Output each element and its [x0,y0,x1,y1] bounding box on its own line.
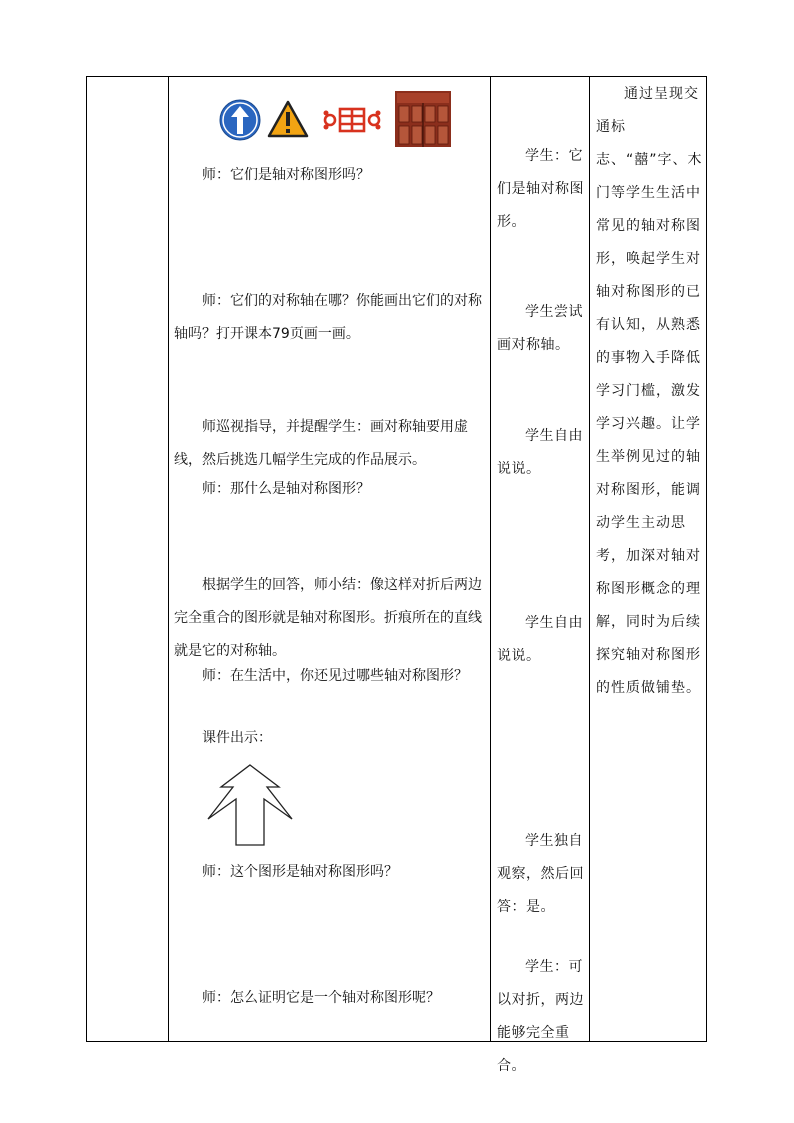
student-activity-cell [491,77,589,1074]
teacher-activity-cell [169,77,490,1041]
teacher-question-3: 师：那什么是轴对称图形？ [202,481,370,497]
student-answer-3: 学生自由说说。 [497,428,583,477]
teacher-guidance: 师巡视指导，并提醒学生：画对称轴要用虚线，然后挑选几幅学生完成的作品展示。 [174,419,468,468]
traffic-signs-and-symbols [219,89,459,149]
courseware-label: 课件出示： [202,730,272,746]
student-answer-4: 学生自由说说。 [497,615,583,664]
teacher-question-2: 师：它们的对称轴在哪？你能画出它们的对称轴吗？打开课本79页画一画。 [174,293,482,342]
tree-arrow-figure [204,763,296,847]
teacher-question-4: 师：在生活中，你还见过哪些轴对称图形？ [202,668,468,684]
blank-column-cell [87,77,168,1041]
up-arrow-sign-icon [219,99,261,141]
design-intent-cell [590,77,707,1041]
teacher-question-5: 师：这个图形是轴对称图形吗？ [202,864,398,880]
warning-sign-icon [267,100,309,138]
student-answer-6: 学生：可以对折，两边能够完全重合。 [497,959,584,1074]
teacher-question-1: 师：它们是轴对称图形吗？ [202,167,370,183]
student-answer-2: 学生尝试画对称轴。 [497,304,583,353]
lesson-table [86,76,707,1074]
design-intent-text: 通过呈现交通标志、“囍”字、木门等学生生活中常见的轴对称图形，唤起学生对轴对称图形的已有认知，从熟悉的事物入手降低学习门槛，激发学习兴趣。让学生举例见过的轴对称图形，能调动学生主动思考，加深对轴对称图形概念的理解，同时为后续探究轴对称图形的性质做铺垫。 [596,86,703,696]
teacher-summary: 根据学生的回答，师小结：像这样对折后两边完全重合的图形就是轴对称图形。折痕所在的直线就是它的对称轴。 [174,577,482,659]
student-answer-5: 学生独自观察，然后回答：是。 [497,833,584,915]
wooden-door-icon [395,91,451,147]
double-happiness-icon [323,105,381,135]
teacher-question-6: 师：怎么证明它是一个轴对称图形呢？ [202,990,440,1006]
student-answer-1: 学生：它们是轴对称图形。 [497,148,584,230]
